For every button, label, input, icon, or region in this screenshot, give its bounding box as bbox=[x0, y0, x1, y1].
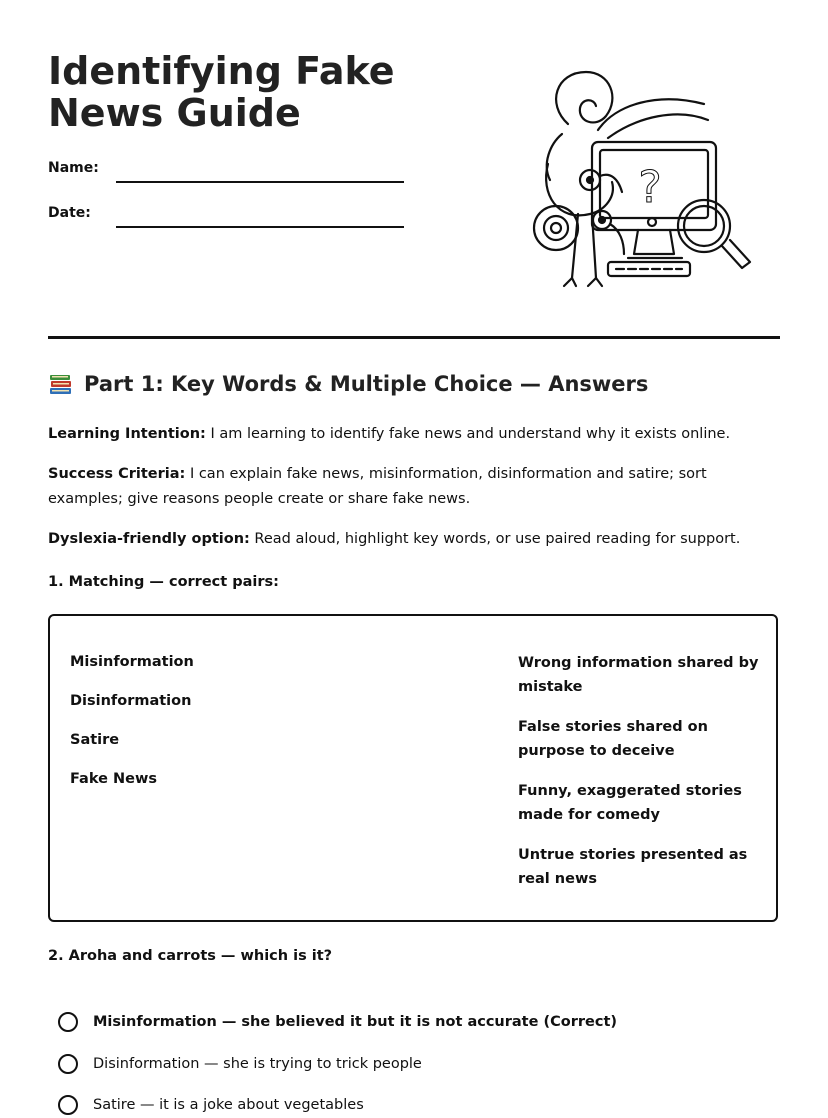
success-criteria-text: I can explain fake news, misinformation, disinformation and satire; sort examples; give reasons people create or share fake news. bbox=[48, 466, 707, 507]
q2-question: 2. Aroha and carrots — which is it? bbox=[48, 948, 333, 964]
radio-button[interactable] bbox=[58, 1095, 78, 1115]
term-fake-news: Fake News bbox=[70, 771, 157, 787]
q2-option-misinformation[interactable] bbox=[58, 1012, 617, 1032]
definition-real-news: Untrue stories presented as real news bbox=[518, 847, 748, 887]
term-satire: Satire bbox=[70, 732, 120, 748]
learning-intention bbox=[48, 422, 780, 447]
definition-mistake: Wrong information shared by mistake bbox=[518, 655, 759, 695]
part1-heading bbox=[48, 372, 648, 396]
option-label: Disinformation — she is trying to trick people bbox=[93, 1056, 422, 1072]
success-criteria bbox=[48, 462, 780, 512]
question-mark-icon: ? bbox=[638, 162, 662, 213]
definition-deceive: False stories shared on purpose to deceive bbox=[518, 719, 708, 759]
kiwi-bird-computer-illustration bbox=[528, 64, 760, 292]
learning-intention-text: I am learning to identify fake news and understand why it exists online. bbox=[210, 426, 731, 442]
dyslexia-label: Dyslexia-friendly option: bbox=[48, 531, 250, 547]
section-divider bbox=[48, 336, 780, 339]
matching-box bbox=[48, 614, 778, 922]
matching-question: 1. Matching — correct pairs: bbox=[48, 574, 279, 590]
option-label: Satire — it is a joke about vegetables bbox=[93, 1097, 364, 1113]
radio-button[interactable] bbox=[58, 1054, 78, 1074]
name-field[interactable] bbox=[116, 181, 404, 183]
term-misinformation: Misinformation bbox=[70, 654, 194, 670]
success-criteria-label: Success Criteria: bbox=[48, 466, 186, 482]
learning-intention-label: Learning Intention: bbox=[48, 426, 206, 442]
option-label: Misinformation — she believed it but it is not accurate (Correct) bbox=[93, 1014, 618, 1030]
q2-option-satire[interactable] bbox=[58, 1095, 364, 1115]
date-label: Date: bbox=[48, 205, 91, 221]
name-label: Name: bbox=[48, 160, 99, 176]
part1-heading-text: Part 1: Key Words & Multiple Choice — Answers bbox=[84, 372, 649, 396]
page-title: Identifying Fake News Guide bbox=[48, 49, 395, 135]
term-disinformation: Disinformation bbox=[70, 693, 192, 709]
books-icon bbox=[48, 372, 74, 396]
definition-comedy: Funny, exaggerated stories made for comedy bbox=[518, 783, 742, 823]
date-field[interactable] bbox=[116, 226, 404, 228]
dyslexia-text: Read aloud, highlight key words, or use paired reading for support. bbox=[254, 531, 741, 547]
q2-option-disinformation[interactable] bbox=[58, 1054, 422, 1074]
radio-button[interactable] bbox=[58, 1012, 78, 1032]
dyslexia-option bbox=[48, 527, 780, 552]
